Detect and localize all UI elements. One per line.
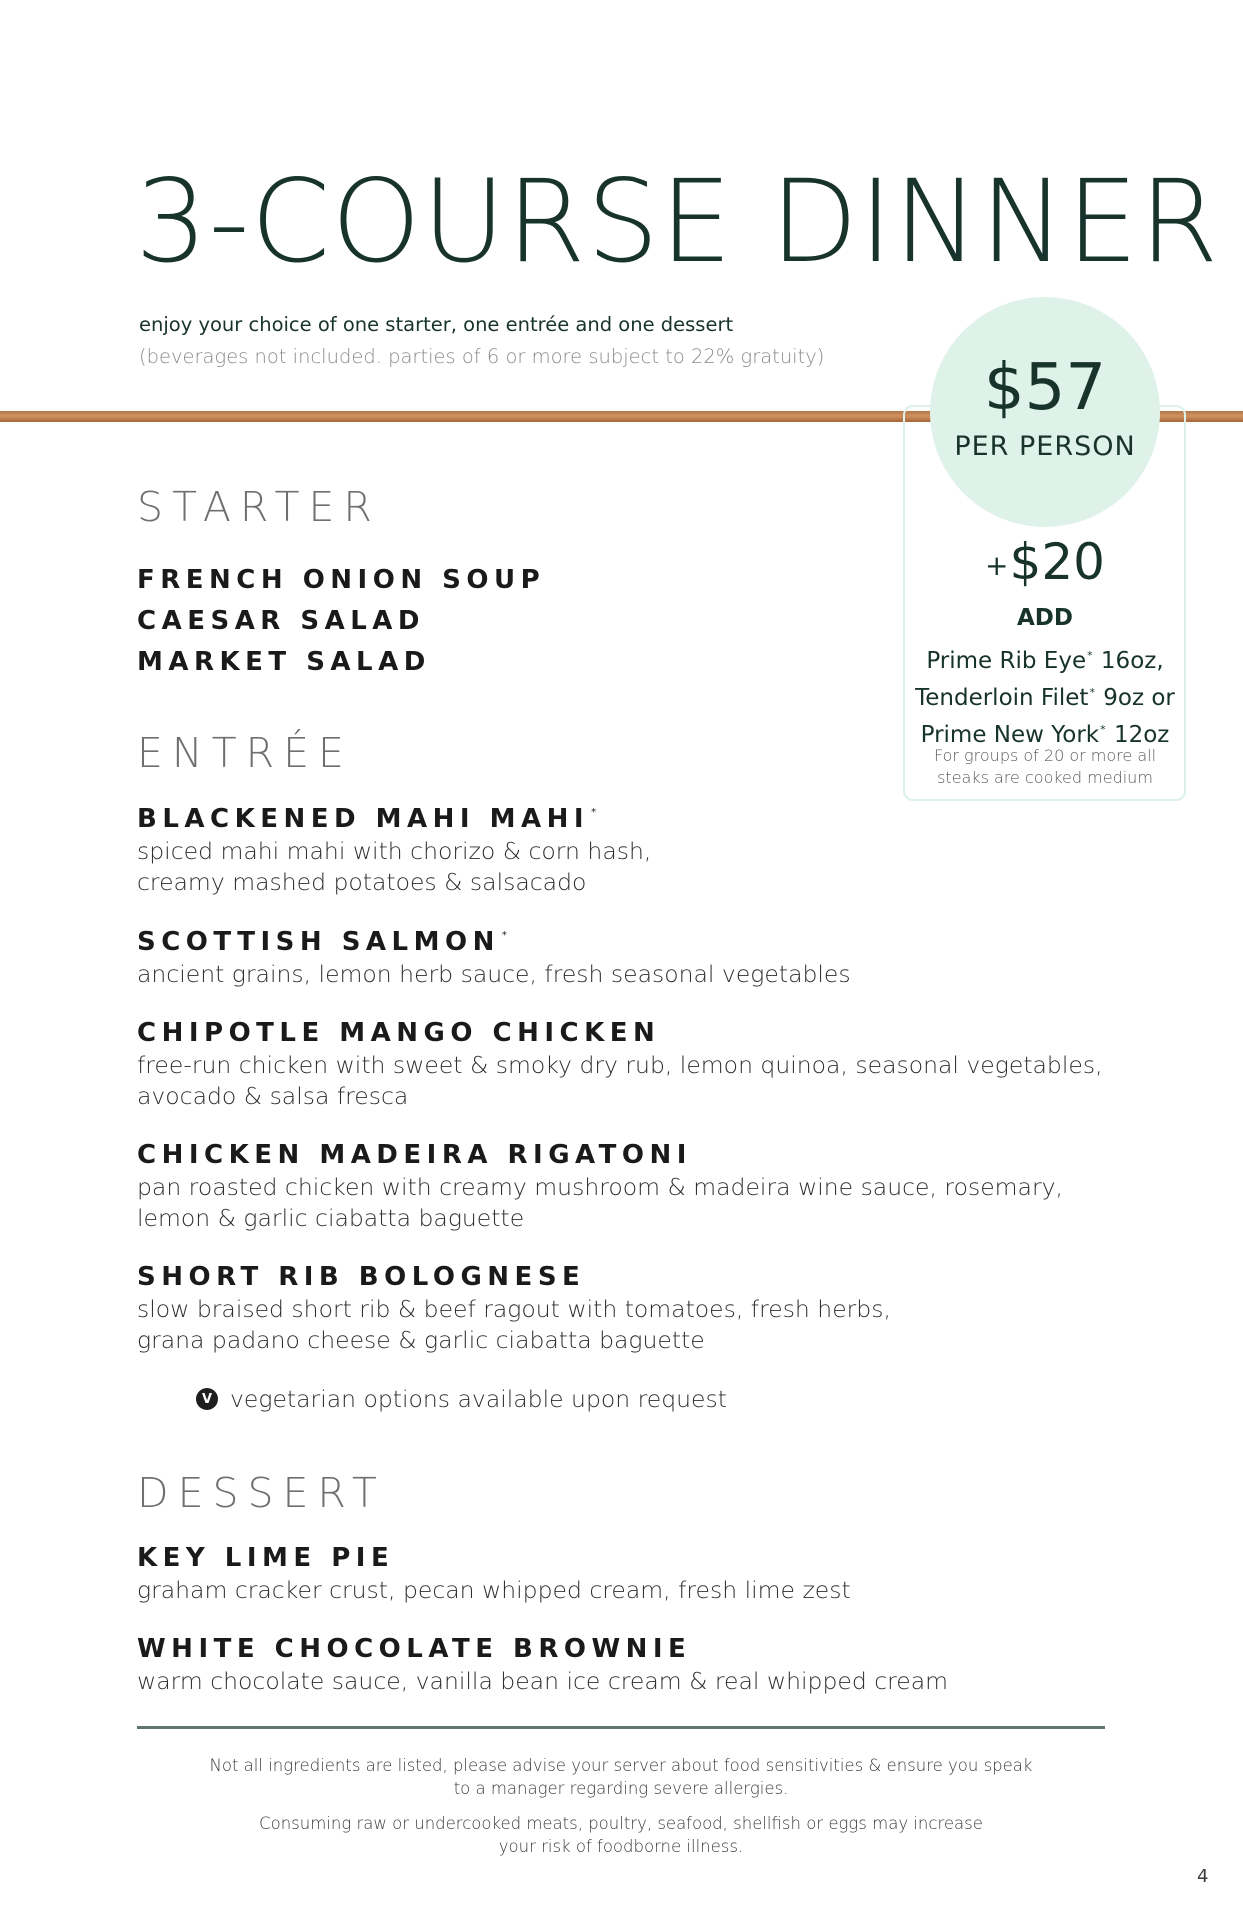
steak-cooking-note: For groups of 20 or more all steaks are cooked medium <box>933 746 1157 787</box>
menu-item-name: CAESAR SALAD <box>137 606 426 636</box>
vegetarian-note <box>196 1385 727 1413</box>
addon-price-value: $20 <box>1009 533 1105 591</box>
raw-food-disclaimer: Consuming raw or undercooked meats, poultry, seafood, shellfish or eggs may increase your risk of foodborne illness. <box>259 1814 983 1856</box>
addon-plus: + <box>985 549 1009 582</box>
footer-divider <box>137 1726 1105 1729</box>
menu-item-name: SHORT RIB BOLOGNESE <box>137 1262 586 1292</box>
per-person-label: PER PERSON <box>954 431 1136 462</box>
menu-item-name: CHIPOTLE MANGO CHICKEN <box>137 1018 661 1048</box>
menu-item-name: MARKET SALAD <box>137 647 431 677</box>
addon-steaks <box>905 640 1185 751</box>
gratuity-note: (beverages not included. parties of 6 or more subject to 22% gratuity) <box>139 345 825 368</box>
steak-option: Prime Rib Eye* 16oz, <box>926 648 1164 674</box>
allergy-disclaimer: Not all ingredients are listed, please advise your server about food sensitivities & ensure you speak to a manager regarding severe allergies. <box>209 1756 1033 1798</box>
menu-item-name: BLACKENED MAHI MAHI * <box>137 804 597 834</box>
menu-item-name: WHITE CHOCOLATE BROWNIE <box>137 1634 692 1664</box>
menu-item-description: spiced mahi mahi with chorizo & corn hash, creamy mashed potatoes & salsacado <box>137 837 652 896</box>
addon-label: ADD <box>1017 605 1073 631</box>
menu-subtitle: enjoy your choice of one starter, one entrée and one dessert <box>139 313 734 336</box>
steak-option: Prime New York* 12oz <box>920 722 1170 748</box>
section-heading-entree: ENTRÉE <box>137 729 353 777</box>
menu-item-description: graham cracker crust, pecan whipped cream, fresh lime zest <box>137 1576 851 1604</box>
steak-option: Tenderloin Filet* 9oz or <box>915 685 1175 711</box>
section-heading-dessert: DESSERT <box>137 1469 386 1517</box>
menu-item-description: pan roasted chicken with creamy mushroom & madeira wine sauce, rosemary, lemon & garlic ciabatta baguette <box>137 1173 1063 1232</box>
page-title: 3-COURSE DINNER <box>135 155 1220 288</box>
menu-item-description: slow braised short rib & beef ragout with tomatoes, fresh herbs, grana padano cheese & garlic ciabatta baguette <box>137 1295 891 1354</box>
menu-item-name: SCOTTISH SALMON * <box>137 927 507 957</box>
menu-item-description: warm chocolate sauce, vanilla bean ice cream & real whipped cream <box>137 1667 949 1695</box>
menu-item-description: free-run chicken with sweet & smoky dry rub, lemon quinoa, seasonal vegetables, avocado & salsa fresca <box>137 1051 1103 1110</box>
vegetarian-icon: V <box>196 1388 218 1410</box>
menu-item-name: CHICKEN MADEIRA RIGATONI <box>137 1140 692 1170</box>
page-number: 4 <box>1197 1866 1209 1887</box>
menu-item-name: FRENCH ONION SOUP <box>137 565 546 595</box>
addon-price <box>905 533 1185 591</box>
vegetarian-note-text: vegetarian options available upon request <box>230 1385 727 1413</box>
menu-item-name: KEY LIME PIE <box>137 1543 395 1573</box>
menu-item-description: ancient grains, lemon herb sauce, fresh seasonal vegetables <box>137 960 851 988</box>
section-heading-starter: STARTER <box>137 483 381 531</box>
price-value: $57 <box>983 351 1107 425</box>
